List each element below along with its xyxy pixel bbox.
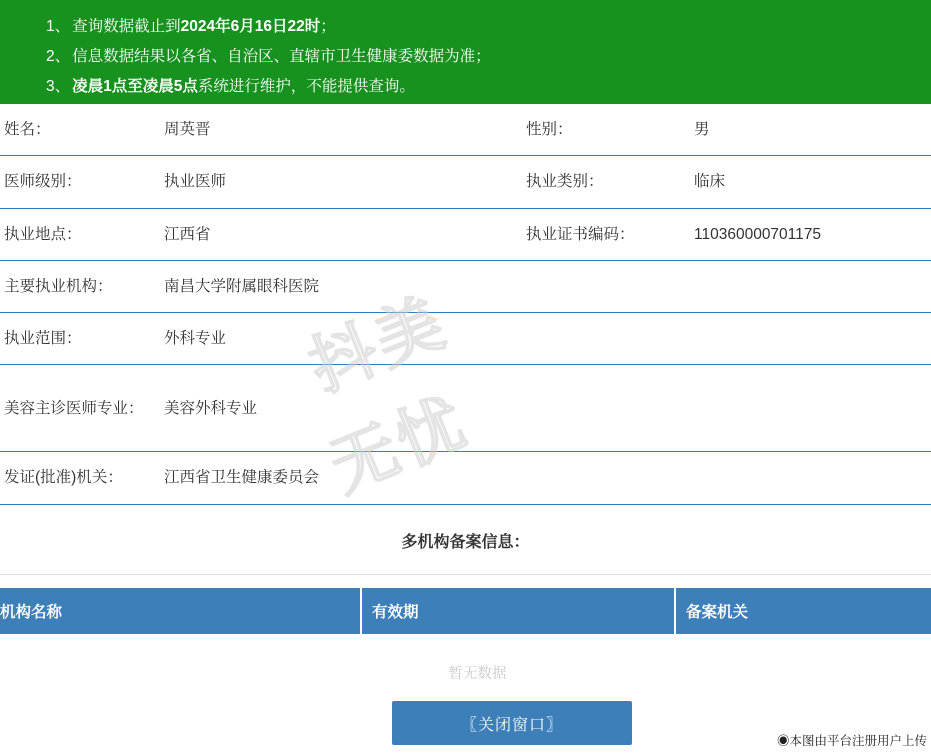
field-value-name: 周英晋 <box>160 104 522 156</box>
filing-table <box>0 588 931 709</box>
notice-line-1 <box>0 12 931 42</box>
filing-empty-row <box>0 634 931 709</box>
field-label-practice-scope: 执业范围： <box>0 313 160 365</box>
field-label-cosmetic-specialty: 美容主诊医师专业： <box>0 365 160 452</box>
notice-line-3-post: 系统进行维护，不能提供查询。 <box>197 78 415 96</box>
field-label-gender: 性别： <box>522 104 690 156</box>
filing-header-validity: 有效期 <box>361 588 675 634</box>
filing-header-authority: 备案机关 <box>675 588 931 634</box>
field-label-doctor-level: 医师级别： <box>0 156 160 208</box>
table-row <box>0 452 931 504</box>
filing-section <box>0 574 931 709</box>
filing-table-header-row <box>0 588 931 634</box>
close-window-button[interactable]: 〖关闭窗口〗 <box>392 701 632 745</box>
field-value-gender: 男 <box>690 104 931 156</box>
notice-line-3-bold: 凌晨1点至凌晨5点 <box>72 78 198 96</box>
table-row <box>0 156 931 208</box>
notice-line-1-bold: 2024年6月16日22时 <box>180 18 321 35</box>
field-label-practice-location: 执业地点： <box>0 208 160 260</box>
field-label-issuing-authority: 发证(批准)机关： <box>0 452 160 504</box>
table-row <box>0 104 931 156</box>
field-value-practice-category: 临床 <box>690 156 931 208</box>
notice-banner <box>0 0 931 104</box>
field-value-issuing-authority: 江西省卫生健康委员会 <box>160 452 931 504</box>
field-label-license-number: 执业证书编码： <box>522 208 690 260</box>
table-row <box>0 260 931 312</box>
filing-empty-text: 暂无数据 <box>0 634 931 709</box>
table-row <box>0 365 931 452</box>
table-row <box>0 313 931 365</box>
field-label-main-institution: 主要执业机构： <box>0 260 160 312</box>
field-value-practice-location: 江西省 <box>160 208 522 260</box>
footer-bar <box>0 701 931 753</box>
field-label-name: 姓名： <box>0 104 160 156</box>
field-value-doctor-level: 执业医师 <box>160 156 522 208</box>
notice-line-3 <box>0 72 931 102</box>
notice-line-2-number: 2、 <box>46 48 71 66</box>
doctor-info-table <box>0 104 931 505</box>
notice-line-2 <box>0 42 931 72</box>
field-value-practice-scope: 外科专业 <box>160 313 931 365</box>
notice-line-2-pre: 信息数据结果以各省、自治区、直辖市卫生健康委数据为准； <box>72 48 491 66</box>
filing-header-institution: 机构名称 <box>0 588 361 634</box>
table-row <box>0 208 931 260</box>
notice-line-1-post: ； <box>320 18 336 35</box>
field-value-main-institution: 南昌大学附属眼科医院 <box>160 260 931 312</box>
field-value-cosmetic-specialty: 美容外科专业 <box>160 365 931 452</box>
notice-line-1-pre: 查询数据截止到 <box>72 18 181 35</box>
field-value-license-number: 110360000701175 <box>690 208 931 260</box>
filing-section-title: 多机构备案信息： <box>0 505 931 574</box>
notice-line-3-number: 3、 <box>46 78 71 96</box>
upload-credit-text: ◉本图由平台注册用户上传 <box>776 734 927 748</box>
field-label-practice-category: 执业类别： <box>522 156 690 208</box>
notice-line-1-number: 1、 <box>46 18 71 35</box>
